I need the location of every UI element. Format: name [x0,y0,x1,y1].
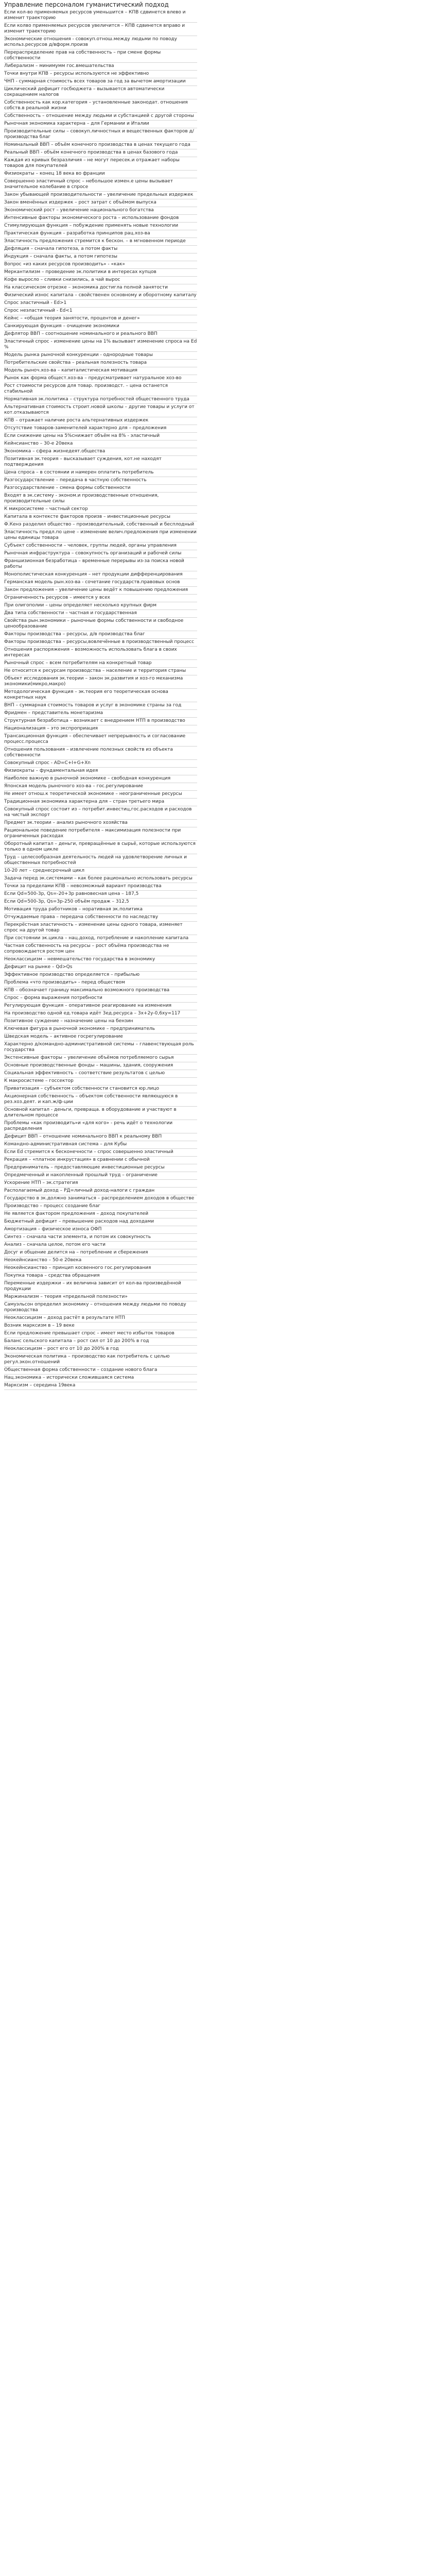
list-item: Структурная безработица – возникает с внедрением НТП в производство [4,718,197,725]
list-item: Дефицит ВВП – отношение номинального ВВП к реальному ВВП [4,1133,197,1141]
list-item: Германская модель рын.хоз-ва - сочетание государств.правовых основ [4,579,197,587]
list-item: Неоклассицизм – рост его от 10 до 200% в год [4,1346,197,1353]
list-item: Если предложение превышает спрос – имеет место избыток товаров [4,1330,197,1338]
list-item: Спрос неэластичный - Ed<1 [4,308,197,315]
list-item: Располагаемый доход – РД=личный доход-налоги с граждан [4,1188,197,1195]
list-item: Если кол-во применяемых ресурсов уменьшится – КПВ сдвинется влево и изменит траекторию [4,9,197,23]
list-item: Баланс сельского капитала – рост сил от 10 до 200% в год [4,1338,197,1346]
list-item: Эластичный спрос - изменение цены на 1% вызывает изменение спроса на Ed % [4,338,197,352]
list-item: Разгосударствление – передача в частную собственность [4,477,197,485]
list-item: Позитивное суждение – назначение цены на бензин [4,1018,197,1026]
list-item: Совокупный спрос состоит из – потребит.инвестиц,гос.расходов и расходов на чистый экспорт [4,806,197,820]
list-item: Разгосударствление – смена формы собственности [4,485,197,493]
list-item: Не относится к ресурсам производства – население и территория страны [4,668,197,675]
list-item: Эффективное производство определяется – прибылью [4,972,197,979]
list-item: Модель рынка рыночной конкуренции - однородные товары [4,352,197,360]
list-item: Факторы производства – ресурсы,вовлечённые в производственный процесс [4,639,197,647]
list-item: К микросистеме – частный сектор [4,506,197,514]
list-item: Если колво применяемых ресурсов увеличится – КПВ сдвинется вправо и изменит траекторию [4,23,197,36]
list-item: Национализация – это экспроприация [4,725,197,733]
list-item: Закон вменённых издержек – рост затрат с объёмом выпуска [4,199,197,207]
list-item: Франшизионная безработица – временные перерывы из-за поиска новой работы [4,558,197,571]
list-item: Физический износ капитала – свойственен основному и оборотному капиталу [4,292,197,300]
list-item: Ключевая фигура в рыночной экономике – предприниматель [4,1026,197,1033]
list-item: Покупка товара – средства обращения [4,1273,197,1280]
page-title: Управление персоналом гуманистический подход [4,1,169,8]
list-item: Если Qd=500-3p, Qs=3p-250 объём продаж – 312,5 [4,899,197,906]
list-item: Совокупный спрос - AD=C+I+G+Xn [4,760,197,768]
list-item: Вопрос «из каких ресурсов производить» - «как» [4,261,197,269]
list-item: Досуг и общение делится на – потребление и сбережения [4,1249,197,1257]
list-item: Задача перед эк.системами – как более рационально использовать ресурсы [4,875,197,883]
list-item: Кейнс – «общая теория занятости, процентов и денег» [4,315,197,323]
list-item: Модель рыноч.хоз-ва – капиталистическая мотивация [4,367,197,375]
list-item: Совершенно эластичный спрос – небольшое измен.е цены вызывает значительное колебание в спросе [4,178,197,192]
list-item: Отношения распоряжения – возможность использовать блага в своих интересах [4,647,197,660]
list-item: Реальный ВВП - объём конечного производства в ценах базового года [4,149,197,157]
list-item: Перераспределение прав на собственность – при смене формы собственности [4,49,197,63]
list-item: Проблемы «как производить»и «для кого» - речь идёт о технологии распределения [4,1120,197,1133]
list-item: Экономика – сфера жизнедеят.общества [4,448,197,456]
list-item: Субъект собственности – человек, группы людей, органы управления [4,543,197,550]
list-item: Командно-административная система – для Кубы [4,1141,197,1149]
list-item: Практическая функция – разработка принципов рац.хоз-ва [4,230,197,238]
list-item: Рекрация – «платное инкрустация» в сравнении с обычной [4,1157,197,1164]
list-item: Ограниченность ресурсов – имеется у всех [4,595,197,602]
list-item: КПВ – отражает наличие роста альтернативных издержек [4,417,197,425]
list-item: Общественная форма собственности – создание нового блага [4,1367,197,1375]
list-item: Нормативная эк.политика – структура потребностей общественного труда [4,396,197,404]
list-item: Дефлятор ВВП – соотношение номинального и реального ВВП [4,331,197,338]
list-item: Нац.экономика – исторически сложившаяся система [4,1375,197,1382]
list-item: Если Ed стремится к бесконечности – спрос совершенно эластичный [4,1149,197,1157]
list-item: Индукция – сначала факты, а потом гипотезы [4,253,197,261]
list-item: Синтез – сначала части элемента, и потом их совокупность [4,1234,197,1242]
list-item: Опредмеченный и накопленный прошлый труд – ограничение [4,1172,197,1180]
list-item: Оборотный капитал – деньги, превращённые в сырьё, которые используются только в одном цикле [4,841,197,854]
list-item: Эластичность предл.по цене – изменение велич.предложения при изменении цены единицы товара [4,529,197,543]
list-item: Собственность – отношение между людьми и субстанцией с другой стороны [4,113,197,121]
list-item: Марксизм – середина 19века [4,1382,197,1390]
list-item: Основной капитал - деньги, превраща. в оборудование и участвуют в длительном процессе [4,1107,197,1120]
list-item: Характерно д/командно-административной системы – главенствующая роль государства [4,1041,197,1055]
list-item: Государство в зк.должно заниматься – распределением доходов в обществе [4,1195,197,1203]
list-item: Амортизация – физическое износа ОФП [4,1226,197,1234]
list-item: Эластичность предложения стремится к бескон. – в мгновенном периоде [4,238,197,246]
list-item: Если снижение цены на 5%снижает объём на 8% - эластичный [4,433,197,440]
list-item: Бюджетный дефицит – превышение расходов над доходами [4,1218,197,1226]
list-item: Ускорение НТП – эк.стратегия [4,1180,197,1188]
list-item: Труд – целесообразная деятельность людей на удовлетворение личных и общественных потребностей [4,854,197,868]
list-item: Рациональное поведение потребителя – максимизация полезности при ограниченных расходах [4,827,197,841]
list-item: Физиократы – фундаментальная идея [4,768,197,775]
list-item: Перекрёстная эластичность – изменение цены одного товара, изменяет спрос на другой товар [4,922,197,935]
list-item: Дефицит на рынке – Qd>Qs [4,964,197,972]
list-item: Точки внутри КПВ – ресурсы используются не эффективно [4,71,197,78]
list-item: Два типа собственности – частная и государственная [4,610,197,618]
list-item: Экономические отношения - совокуп.отнош.между людьми по поводу использ.ресурсов д/вформ.произв [4,36,197,49]
list-item: Неокейнсианство – 50-е 20века [4,1257,197,1265]
list-item: Производство – процесс создание благ [4,1203,197,1211]
list-item: Альтернативная стоимость строит.новой школы – другие товары и услуги от кот.отказываются [4,404,197,417]
list-item: Фридмен – представитель монетаризма [4,710,197,718]
list-item: Каждая из кривых безразличия – не могут пересек.и отражает наборы товаров для покупателей [4,157,197,171]
list-item: Регулирующая функция – оперативное реагирование на изменения [4,1003,197,1010]
list-item: Частная собственность на ресурсы – рост объёма производства не сопровождается ростом цен [4,943,197,956]
list-item: Капитала в контексте факторов произв – инвестиционные ресурсы [4,514,197,521]
list-item: Собственность как кор.категория – установленные законодат. отношения собств.в реальной жизни [4,99,197,113]
list-item: Монополистическая конкуренция – нет продукции дифференцирования [4,571,197,579]
list-item: Отчуждаемые права – передача собственности по наследству [4,914,197,922]
list-item: КПВ – обозначает границу максимально возможного производства [4,987,197,995]
list-item: Основные производственные фонды – машины, здания, сооружения [4,1062,197,1070]
list-item: При олигополии – цены определяет несколько крупных фирм [4,602,197,610]
list-item: Не является фактором предложения – доход покупателей [4,1211,197,1218]
list-item: Факторы производства – ресурсы, д/в производства благ [4,631,197,639]
list-item: Японская модель рыночного хоз-ва – гос.регулирование [4,783,197,791]
list-item: Маржинализм – теория «предельной полезности» [4,1294,197,1301]
list-item: Наиболее важную в рыночной экономике – свободная конкуренция [4,775,197,783]
list-item: Неоклассицизм – невмешательство государства в экономику [4,956,197,964]
list-item: Спрос эластичный - Ed>1 [4,300,197,308]
list-item: Рыночная экономика характерна – для Германии и Италии [4,121,197,128]
list-item: Интенсивные факторы экономического роста – использование фондов [4,215,197,223]
list-item: Экономическая политика – производство как потребитель с целью регул.экон.отношений [4,1353,197,1367]
list-item: Методологическая функция – эк.теория его теоретическая основа конкретных наук [4,689,197,702]
list-item: Кофе выросло – сливки снизились, а чай вырос [4,277,197,284]
list-item: Спрос – форма выражения потребности [4,995,197,1003]
list-item: Позитивная эк.теория – высказывает суждения, кот.не находят подтверждения [4,456,197,469]
list-item: Санкирующая функция – очищение экономики [4,323,197,331]
list-item: Шведская модель – активное госрегулирование [4,1033,197,1041]
list-item: Предприниматель – предоставляющие инвестиционные ресурсы [4,1164,197,1172]
list-item: Циклический дефицит госбюджета – вызывается автоматически сокращением налогов [4,86,197,99]
list-item: Дефляция – сначала гипотеза, а потом факты [4,246,197,253]
list-item: ЧНП - суммарная стоимость всех товаров за год за вычетом амортизации [4,78,197,86]
list-item: Закон предложения – увеличение цены ведёт к повышению предложения [4,587,197,595]
entry-list [4,9,432,1390]
list-item: Кейнсианство – 30-е 20века [4,440,197,448]
list-item: Рыночная инфраструктура – совокупность организаций и рабочей силы [4,550,197,558]
list-item: Производительные силы – совокуп.личностных и вещественных факторов д/производства благ [4,128,197,142]
list-item: Самуэльсон определил экономику – отношения между людьми по поводу производства [4,1301,197,1315]
list-item: Рост стоимости ресурсов для товар. производст. – цена останется стабильной [4,383,197,396]
list-item: К макросистеме – госсектор [4,1078,197,1086]
list-item: Приватизация – субъектом собственности становится юр.лицо [4,1086,197,1093]
list-item: Неоклассицизм – доход растёт в результате НТП [4,1315,197,1323]
list-item: Не имеет отнош.к теоретической экономике – неограниченные ресурсы [4,791,197,799]
list-item: Отношения пользования – извлечение полезных свойств из объекта собственности [4,747,197,760]
list-item: Номинальный ВВП – объём конечного производства в ценах текущего года [4,142,197,149]
list-item: Анализ – сначала целое, потом его части [4,1242,197,1249]
list-item: Точки за пределами КПВ – невозможный вариант производства [4,883,197,891]
list-item: Возник марксизм в – 19 веке [4,1323,197,1330]
list-item: Трансакционная функция – обеспечивает непрерывность и согласование процесс.процесса [4,733,197,747]
list-item: Либерализм – минимумм гос.вмешательства [4,63,197,71]
list-item: Цена спроса – в состоянии и намерен оплатить потребитель [4,469,197,477]
list-item: ВНП – суммарная стоимость товаров и услуг в экономике страны за год [4,702,197,710]
list-item: Физиократы – конец 18 века во франции [4,171,197,178]
list-item: Экономический рост – увеличение национального богатства [4,207,197,215]
list-item: Социальная эффективность – соответствие результатов с целью [4,1070,197,1078]
list-item: 10-20 лет – среднесрочный цикл [4,868,197,875]
list-item: Предмет эк.теории – анализ рыночного хозяйства [4,820,197,827]
list-item: Неокейнсианство – принцип косвенного гос.регулирования [4,1265,197,1273]
list-item: На классическом отрезке – экономика достигла полной занятости [4,284,197,292]
list-item: Акционерная собственность – объектом собственности являющуюся в рез.хоз.деят. и кап.ж/ф-ции [4,1093,197,1107]
list-item: При состоянии эк.цикла – нац.доход, потребление и накопление капитала [4,935,197,943]
list-item: Свойства рын.экономики – рыночные формы собственности и свободное ценообразование [4,618,197,631]
list-item: Проблема «что производить» - перед обществом [4,979,197,987]
list-item: Традиционная экономика характерна для – стран третьего мира [4,799,197,806]
list-item: Закон убывающей производительности – увеличение предельных издержек [4,192,197,199]
list-item: Если Qd=500-3p, Qs=-20+3p равновесная цена – 187,5 [4,891,197,899]
list-item: Переменные издержки – их величина зависит от кол-ва произведённой продукции [4,1280,197,1294]
list-item: На производство одной ед.товара идёт 3ед.ресурса – 3x+2y-0,6xy=117 [4,1010,197,1018]
list-item: Потребительские свойства – реальная полезность товара [4,360,197,367]
list-item: Входят в эк.систему - эконом.и производственные отношения, производительные силы [4,493,197,506]
list-item: Стимулирующая функция – побуждение применять новые технологии [4,223,197,230]
list-item: Меркантилизм – проведение эк.политики в интересах купцов [4,269,197,277]
list-item: Мотивация труда работников – норативная эк.политика [4,906,197,914]
list-item: Ф.Кенэ разделил общество – производительный, собственный и бесплодный [4,521,197,529]
list-item: Отсутствие товаров-заменителей характерно для – предложения [4,425,197,433]
list-item: Рыночный спрос – всем потребителям на конкретный товар [4,660,197,668]
list-item: Экстенсивные факторы – увеличение объёмов потребляемого сырья [4,1055,197,1062]
list-item: Рынок как форма общест.хоз-ва – предусматривает натуральное хоз-во [4,375,197,383]
list-item: Объект исследования эк.теории – закон эк.развития и хоз-го механизма экономики(микро,макро) [4,675,197,689]
